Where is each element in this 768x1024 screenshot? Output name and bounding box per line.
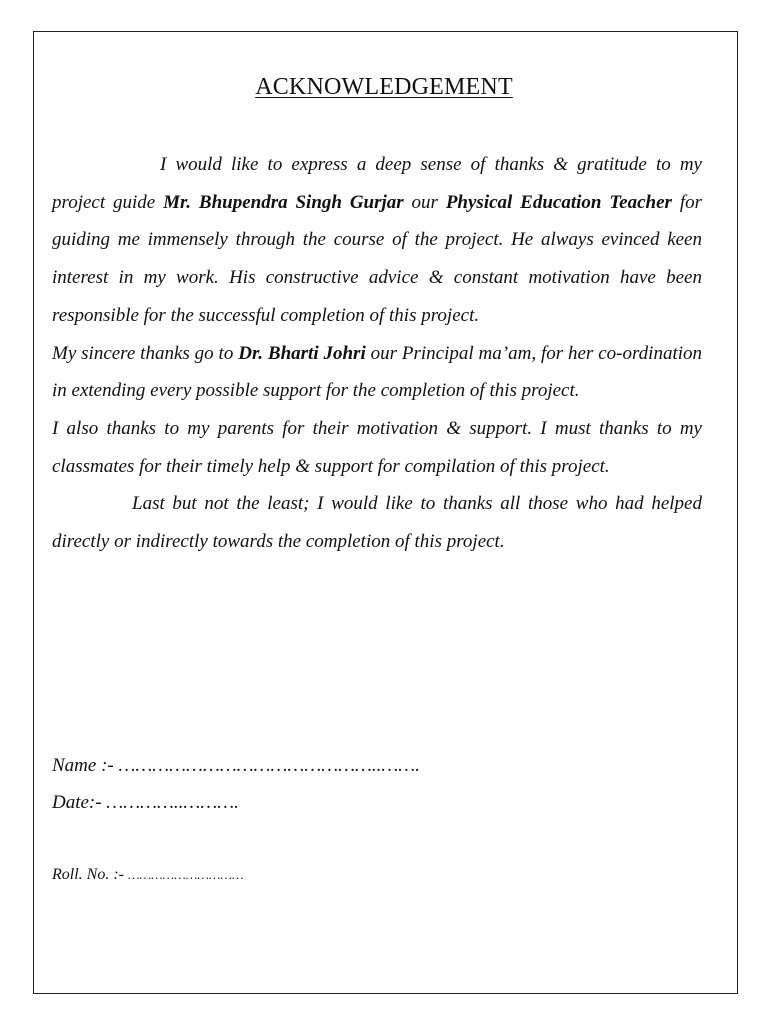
principal-text-1: My sincere thanks go to [52,342,239,364]
signature-fields [52,755,420,829]
date-blank: …………..………. [106,792,239,813]
guide-designation: Physical Education Teacher [445,191,672,213]
roll-number-blank: ………………………… [128,867,244,882]
gratitude-text-3: for guiding me immensely through the course of the project. He always evinced keen interest in my work. His constructive advice & constant motivation have been responsible for the successful completion of this project. [52,191,702,326]
name-blank: ………………………………………..……. [118,755,420,776]
roll-number-label: Roll. No. :- [52,866,128,883]
paragraph-gratitude [52,146,702,335]
paragraph-closing [52,485,702,560]
paragraph-parents: I also thanks to my parents for their motivation & support. I must thanks to my classmates for their timely help & support for compilation of this project. [52,417,702,477]
gratitude-text-2: our [403,191,446,213]
acknowledgement-body [52,146,702,561]
principal-text-2: our Principal ma’am, for her co-ordination in extending every possible support for the completion of this project. [52,342,702,402]
principal-name: Dr. Bharti Johri [238,342,366,364]
page-title: ACKNOWLEDGEMENT [255,74,513,100]
date-label: Date:- [52,792,107,813]
date-field [52,792,420,829]
paragraph-principal [52,335,702,410]
name-field [52,755,420,792]
gratitude-text-1: I would like to express a deep sense of thanks & gratitude to my project guide [52,154,702,213]
guide-name: Mr. Bhupendra Singh Gurjar [163,191,404,213]
closing-text: Last but not the least; I would like to thanks all those who had helped directly or indirectly towards the completion of this project. [52,493,702,553]
name-label: Name :- [52,755,119,776]
roll-number-field [52,866,244,884]
